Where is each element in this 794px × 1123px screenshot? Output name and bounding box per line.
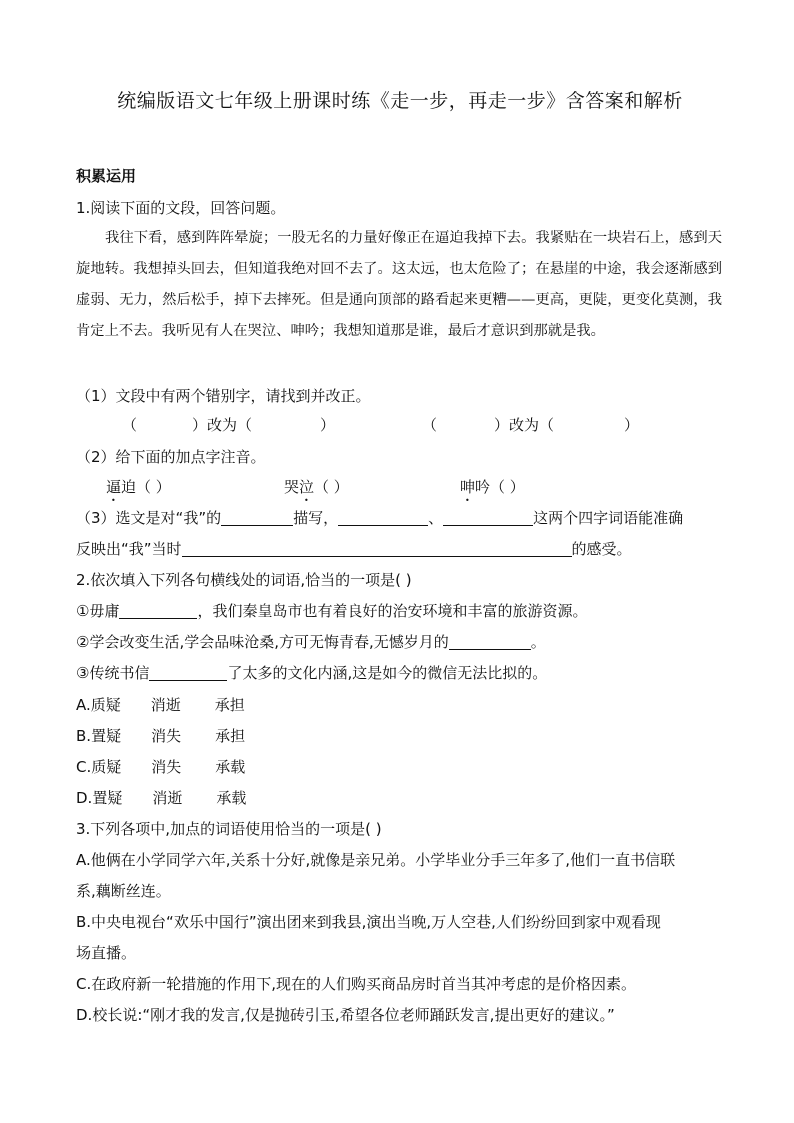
question-2-option-a: A.质疑 消逝 承担	[76, 696, 245, 714]
section-heading: 积累运用	[76, 167, 137, 185]
passage-paragraph: 我往下看，感到阵阵晕旋；一股无名的力量好像正在逼迫我掉下去。我紧贴在一块岩石上，感到天旋地转。我想掉头回去，但知道我绝对回不去了。这太远，也太危险了；在悬崖的中途，我会逐渐感到虚弱、无力，然后松手，掉下去摔死。但是通向顶部的路看起来更糟——更高，更陡，更变化莫测，我肯定上不去。我听见有人在哭泣、呻吟；我想知道那是谁，最后才意识到那就是我。	[76, 230, 722, 339]
dotted-char: 逼	[106, 478, 122, 496]
question-1-sub3-line2: 反映出“我”当时 的感受。	[76, 540, 632, 558]
pinyin-item: 逼迫（ ）	[106, 478, 171, 496]
pinyin-blank: （ ）	[136, 478, 171, 496]
question-3-option-c: C.在政府新一轮措施的作用下,现在的人们购买商品房时首当其冲考虑的是价格因素。	[76, 975, 637, 993]
question-2-stem: 2.依次填入下列各句横线处的词语,恰当的一项是( )	[76, 571, 412, 589]
answer-blank	[221, 509, 293, 526]
question-3-option-d: D.校长说:“刚才我的发言,仅是抛砖引玉,希望各位老师踊跃发言,提出更好的建议。”	[76, 1006, 615, 1024]
question-2-sentence: ②学会改变生活,学会品味沧桑,方可无悔青春,无憾岁月的 。	[76, 633, 546, 651]
correction-blank-1-open: （	[122, 416, 138, 434]
dotted-char: 泣	[299, 478, 315, 496]
pinyin-item: 哭泣（ ）	[284, 478, 349, 496]
question-2-option-d: D.置疑 消逝 承载	[76, 789, 247, 807]
correction-blank-1-close: ）	[320, 416, 336, 434]
correction-blank-1-mid: ）改为（	[192, 416, 253, 434]
pinyin-item: 呻吟（ ）	[460, 478, 525, 496]
document-title: 统编版语文七年级上册课时练《走一步，再走一步》含答案和解析	[117, 90, 683, 112]
question-2-option-b: B.置疑 消失 承担	[76, 727, 246, 745]
pinyin-blank: （ ）	[314, 478, 349, 496]
question-3-option-b-cont: 场直播。	[76, 944, 137, 962]
reading-passage	[76, 223, 722, 347]
question-3-option-b: B.中央电视台“欢乐中国行”演出团来到我县,演出当晚,万人空巷,人们纷纷回到家中观看现	[76, 913, 661, 931]
answer-blank	[443, 509, 533, 526]
dotted-char: 呻	[460, 478, 476, 496]
question-1-stem: 1.阅读下面的文段，回答问题。	[76, 199, 286, 217]
answer-blank	[449, 633, 531, 650]
correction-blank-2-close: ）	[624, 416, 640, 434]
question-3-option-a: A.他俩在小学同学六年,关系十分好,就像是亲兄弟。小学毕业分手三年多了,他们一直书信联	[76, 851, 676, 869]
answer-blank	[182, 540, 572, 557]
question-1-sub1: （1）文段中有两个错别字，请找到并改正。	[76, 387, 371, 405]
answer-blank	[338, 509, 428, 526]
question-2-sentence: ①毋庸 ，我们秦皇岛市也有着良好的治安环境和丰富的旅游资源。	[76, 602, 588, 620]
correction-blank-2-open: （	[422, 416, 438, 434]
pinyin-blank: （ ）	[490, 478, 525, 496]
question-1-sub3-line1: （3）选文是对“我”的 描写， 、 这两个四字词语能准确	[76, 509, 684, 527]
question-2-option-c: C.质疑 消失 承载	[76, 758, 246, 776]
question-3-option-a-cont: 系,藕断丝连。	[76, 882, 171, 900]
correction-blank-2-mid: ）改为（	[494, 416, 555, 434]
question-1-sub2: （2）给下面的加点字注音。	[76, 448, 266, 466]
answer-blank	[119, 602, 197, 619]
question-2-sentence: ③传统书信 了太多的文化内涵,这是如今的微信无法比拟的。	[76, 664, 548, 682]
answer-blank	[149, 664, 227, 681]
question-3-stem: 3.下列各项中,加点的词语使用恰当的一项是( )	[76, 820, 382, 838]
